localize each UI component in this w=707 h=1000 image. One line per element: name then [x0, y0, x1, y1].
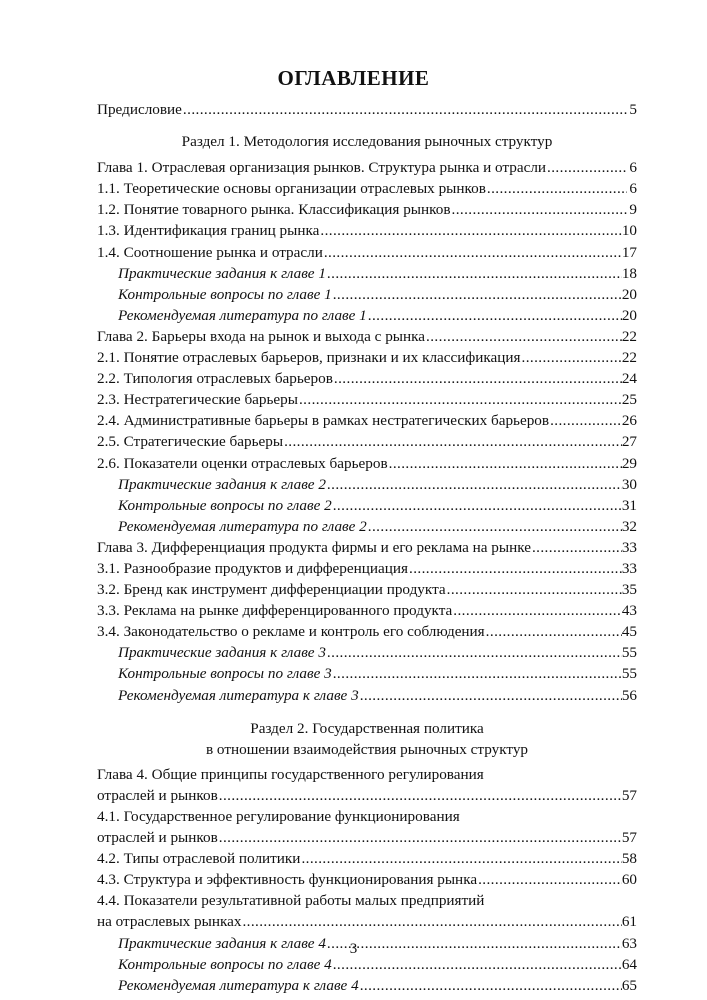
toc-entry-questions — [97, 495, 637, 516]
toc-entry-title: Практические задания к главе 2 — [118, 475, 326, 493]
dot-leader — [359, 975, 622, 996]
toc-chapter-heading-line: Глава 4. Общие принципы государственного регулирования — [97, 765, 484, 783]
section-heading-1: Раздел 1. Методология исследования рыночных структур — [181, 133, 553, 151]
toc-entry-literature — [97, 305, 637, 326]
toc-entry — [97, 453, 637, 474]
toc-entry-practice — [97, 263, 637, 284]
toc-entry-questions — [97, 284, 637, 305]
dot-leader — [332, 284, 622, 305]
dot-leader — [451, 199, 627, 220]
toc-entry-page: 22 — [621, 327, 637, 345]
toc-entry-page: 57 — [621, 829, 637, 847]
toc-chapter-heading — [97, 157, 637, 178]
toc-entry-title: 3.3. Реклама на рынке дифференцированного продукта — [97, 602, 453, 620]
toc-entry — [97, 869, 637, 890]
toc-entry-page: 20 — [621, 306, 637, 324]
toc-entry-title: на отраслевых рынках — [97, 913, 242, 931]
toc-entry-title: 2.4. Административные барьеры в рамках нестратегических барьеров — [97, 412, 550, 430]
toc-entry-title: 1.4. Соотношение рынка и отрасли — [97, 243, 323, 261]
toc-entry-title: 1.2. Понятие товарного рынка. Классификация рынков — [97, 201, 451, 219]
toc-entry-title: Практические задания к главе 1 — [118, 264, 326, 282]
dot-leader — [241, 911, 621, 932]
toc-entry-page: 45 — [621, 623, 637, 641]
toc-entry-title: 3.4. Законодательство о рекламе и контроль его соблюдения — [97, 623, 485, 641]
dot-leader — [298, 389, 622, 410]
dot-leader — [367, 305, 622, 326]
dot-leader — [300, 848, 621, 869]
toc-entry-title: Глава 3. Дифференциация продукта фирмы и его реклама на рынке — [97, 538, 531, 556]
toc-entry-literature — [97, 975, 637, 996]
toc-entry-title: Рекомендуемая литература к главе 4 — [118, 976, 359, 994]
toc-entry-page: 55 — [621, 644, 637, 662]
toc-entry-page: 57 — [621, 786, 637, 804]
dot-leader — [332, 663, 622, 684]
toc-entry-title: 2.3. Нестратегические барьеры — [97, 391, 298, 409]
dot-leader — [326, 263, 622, 284]
dot-leader — [446, 579, 622, 600]
toc-entry-title: 2.1. Понятие отраслевых барьеров, признаки и их классификация — [97, 349, 521, 367]
dot-leader — [326, 474, 622, 495]
toc-entry-literature — [97, 685, 637, 706]
toc-entry-title: 2.5. Стратегические барьеры — [97, 433, 284, 451]
toc-entry-page: 24 — [621, 370, 637, 388]
toc-entry-page: 56 — [621, 686, 637, 704]
toc-entry-page: 30 — [621, 475, 637, 493]
dot-leader — [218, 827, 622, 848]
toc-entry — [97, 178, 637, 199]
toc-entry-page: 20 — [621, 285, 637, 303]
toc-entry — [97, 431, 637, 452]
section-heading-2 — [97, 718, 637, 760]
toc-entry-title: 1.3. Идентификация границ рынка — [97, 222, 320, 240]
dot-leader — [549, 410, 622, 431]
toc-entry — [97, 242, 637, 263]
toc-entry — [97, 389, 637, 410]
dot-leader — [283, 431, 622, 452]
toc-entry-title: отраслей и рынков — [97, 829, 218, 847]
toc-entry-page: 63 — [621, 934, 637, 952]
toc-entry-page: 6 — [629, 159, 637, 177]
toc-entry-title: Рекомендуемая литература к главе 3 — [118, 686, 359, 704]
toc-entry-title: 2.2. Типология отраслевых барьеров — [97, 370, 333, 388]
toc-entry-title: 3.2. Бренд как инструмент дифференциации продукта — [97, 581, 446, 599]
toc-entry-page: 65 — [621, 976, 637, 994]
toc-entry-page: 17 — [621, 243, 637, 261]
toc-entry — [97, 368, 637, 389]
toc-entry — [97, 600, 637, 621]
toc-entry — [97, 558, 637, 579]
toc-entry-page: 31 — [621, 496, 637, 514]
toc-entry-page: 64 — [621, 955, 637, 973]
toc-entry — [97, 347, 637, 368]
toc-entry-title: Контрольные вопросы по главе 3 — [118, 665, 332, 683]
toc-entry-title: 2.6. Показатели оценки отраслевых барьеров — [97, 454, 388, 472]
toc-entry-page: 6 — [629, 180, 637, 198]
toc-entry-title: Рекомендуемая литература по главе 2 — [118, 517, 367, 535]
toc-entry-title: Предисловие — [97, 101, 182, 118]
dot-leader — [332, 495, 622, 516]
toc-chapter-heading — [97, 785, 637, 806]
section-heading-line: в отношении взаимодействия рыночных структур — [205, 740, 529, 758]
toc-entry — [97, 579, 637, 600]
toc-entry-title: 4.3. Структура и эффективность функционирования рынка — [97, 871, 478, 889]
toc-entry-title: 4.2. Типы отраслевой политики — [97, 850, 301, 868]
toc-entry — [97, 911, 637, 932]
dot-leader — [452, 600, 622, 621]
toc-entry-title: 3.1. Разнообразие продуктов и дифференциация — [97, 559, 408, 577]
toc-entry-page: 27 — [621, 433, 637, 451]
dot-leader — [333, 368, 622, 389]
toc-entry — [97, 827, 637, 848]
toc-entry-literature — [97, 516, 637, 537]
dot-leader — [323, 242, 622, 263]
dot-leader — [319, 220, 621, 241]
toc-entry-practice — [97, 474, 637, 495]
toc-entry-page: 61 — [621, 913, 637, 931]
toc-entry — [97, 848, 637, 869]
toc-entry-page: 60 — [621, 871, 637, 889]
toc-entry-title: Практические задания к главе 3 — [118, 644, 326, 662]
toc-entry-title: Контрольные вопросы по главе 4 — [118, 955, 332, 973]
toc-entry-title: Глава 1. Отраслевая организация рынков. Структура рынка и отрасли — [97, 159, 547, 177]
table-of-contents — [97, 99, 637, 996]
dot-leader — [477, 869, 622, 890]
dot-leader — [485, 621, 622, 642]
toc-entry — [97, 220, 637, 241]
dot-leader — [367, 516, 622, 537]
dot-leader — [326, 642, 622, 663]
dot-leader — [425, 326, 622, 347]
toc-entry-title: Контрольные вопросы по главе 1 — [118, 285, 332, 303]
dot-leader — [521, 347, 622, 368]
toc-entry-page: 33 — [621, 538, 637, 556]
toc-entry — [97, 199, 637, 220]
toc-entry-line: 4.4. Показатели результативной работы малых предприятий — [97, 892, 485, 910]
toc-entry-page: 5 — [629, 101, 637, 118]
toc-entry-page: 43 — [621, 602, 637, 620]
toc-entry-title: отраслей и рынков — [97, 786, 218, 804]
page-title: ОГЛАВЛЕНИЕ — [277, 66, 430, 90]
toc-entry-preface — [97, 99, 637, 120]
toc-chapter-heading — [97, 326, 637, 347]
dot-leader — [531, 537, 622, 558]
toc-entry-page: 22 — [621, 349, 637, 367]
toc-entry-page: 18 — [621, 264, 637, 282]
toc-entry-page: 26 — [621, 412, 637, 430]
dot-leader — [182, 99, 627, 120]
toc-entry-title: 1.1. Теоретические основы организации отраслевых рынков — [97, 180, 486, 198]
toc-entry-page: 29 — [621, 454, 637, 472]
toc-entry-page: 35 — [621, 581, 637, 599]
toc-chapter-heading — [97, 537, 637, 558]
page-number: 3 — [349, 941, 358, 957]
toc-entry-page: 25 — [621, 391, 637, 409]
dot-leader — [359, 685, 622, 706]
toc-entry-questions — [97, 663, 637, 684]
toc-entry-page: 32 — [621, 517, 637, 535]
toc-entry-page: 10 — [621, 222, 637, 240]
toc-entry-title: Глава 2. Барьеры входа на рынок и выхода с рынка — [97, 327, 426, 345]
dot-leader — [486, 178, 627, 199]
dot-leader — [388, 453, 622, 474]
toc-entry-title: Практические задания к главе 4 — [118, 934, 326, 952]
toc-entry-title: Контрольные вопросы по главе 2 — [118, 496, 332, 514]
toc-entry — [97, 621, 637, 642]
toc-entry-page: 33 — [621, 559, 637, 577]
toc-entry-page: 58 — [621, 850, 637, 868]
dot-leader — [218, 785, 622, 806]
dot-leader — [546, 157, 627, 178]
toc-entry-practice — [97, 642, 637, 663]
toc-entry-line: 4.1. Государственное регулирование функционирования — [97, 808, 460, 825]
toc-entry — [97, 410, 637, 431]
section-heading-line: Раздел 2. Государственная политика — [250, 719, 484, 737]
toc-entry-page: 9 — [629, 201, 637, 219]
toc-entry-title: Рекомендуемая литература по главе 1 — [118, 306, 367, 324]
dot-leader — [408, 558, 622, 579]
toc-entry-page: 55 — [621, 665, 637, 683]
